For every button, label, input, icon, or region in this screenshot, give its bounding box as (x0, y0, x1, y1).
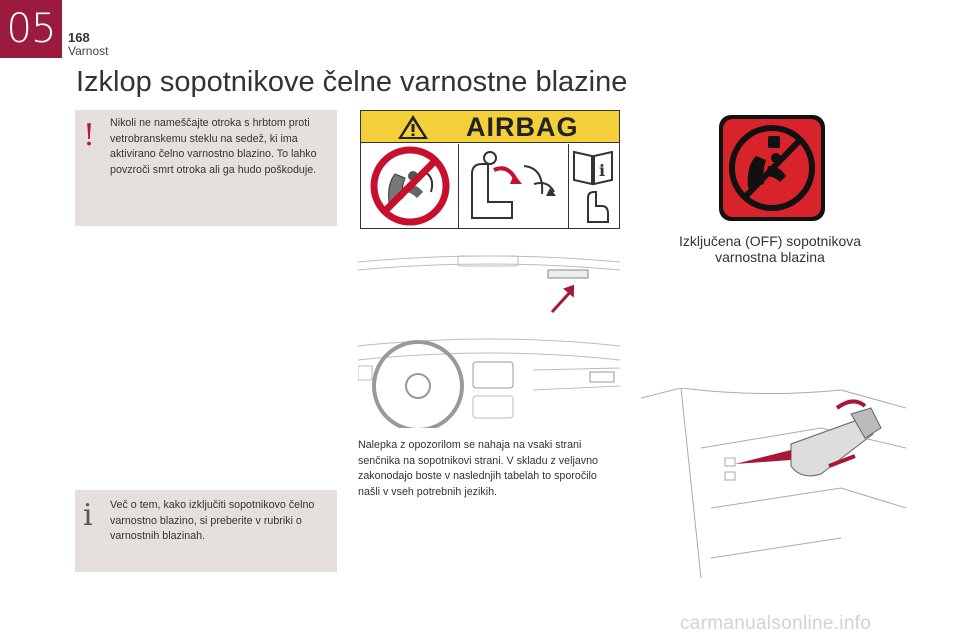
section-name: Varnost (68, 44, 109, 58)
airbag-off-caption: Izključena (OFF) sopotnikova varnostna blazina (678, 233, 862, 265)
airbag-label-title: AIRBAG (466, 112, 579, 142)
warning-text: Nikoli ne nameščajte otroka s hrbtom proti vetrobranskemu steklu na sedež, ki ima aktivirano čelno varnostno blazino. To lahko povzroči smrt otroka ali ga hudo poškoduje. (110, 117, 317, 176)
no-rear-facing-child-seat-icon (361, 144, 459, 228)
chapter-tab: 05 (0, 0, 62, 58)
warning-note (75, 110, 337, 226)
svg-text:i: i (599, 161, 606, 180)
airbag-deploy-icon (458, 144, 569, 228)
read-manual-icon (568, 144, 619, 228)
warning-icon: ! (83, 118, 96, 153)
info-icon: i (83, 498, 93, 533)
watermark: carmanualsonline.info (680, 613, 872, 634)
sticker-location-caption: Nalepka z opozorilom se nahaja na vsaki strani senčnika na sopotnikovi strani. V skladu z veljavno zakonodajo boste v naslednjih tabelah to sporočilo našli v vseh potrebnih jezikih. (358, 439, 599, 498)
passenger-airbag-off-icon (718, 114, 826, 222)
dashboard-illustration (358, 250, 620, 428)
airbag-switch-illustration (641, 388, 906, 578)
page-title: Izklop sopotnikove čelne varnostne blazine (76, 66, 628, 98)
airbag-warning-label (360, 110, 620, 229)
info-text: Več o tem, kako izključiti sopotnikovo čelno varnostno blazino, si preberite v rubriki o varnostnih blazinah. (110, 499, 315, 542)
info-note (75, 490, 337, 572)
warning-triangle-icon (397, 114, 429, 140)
page-number: 168 (68, 30, 90, 45)
airbag-label-header (361, 111, 619, 143)
